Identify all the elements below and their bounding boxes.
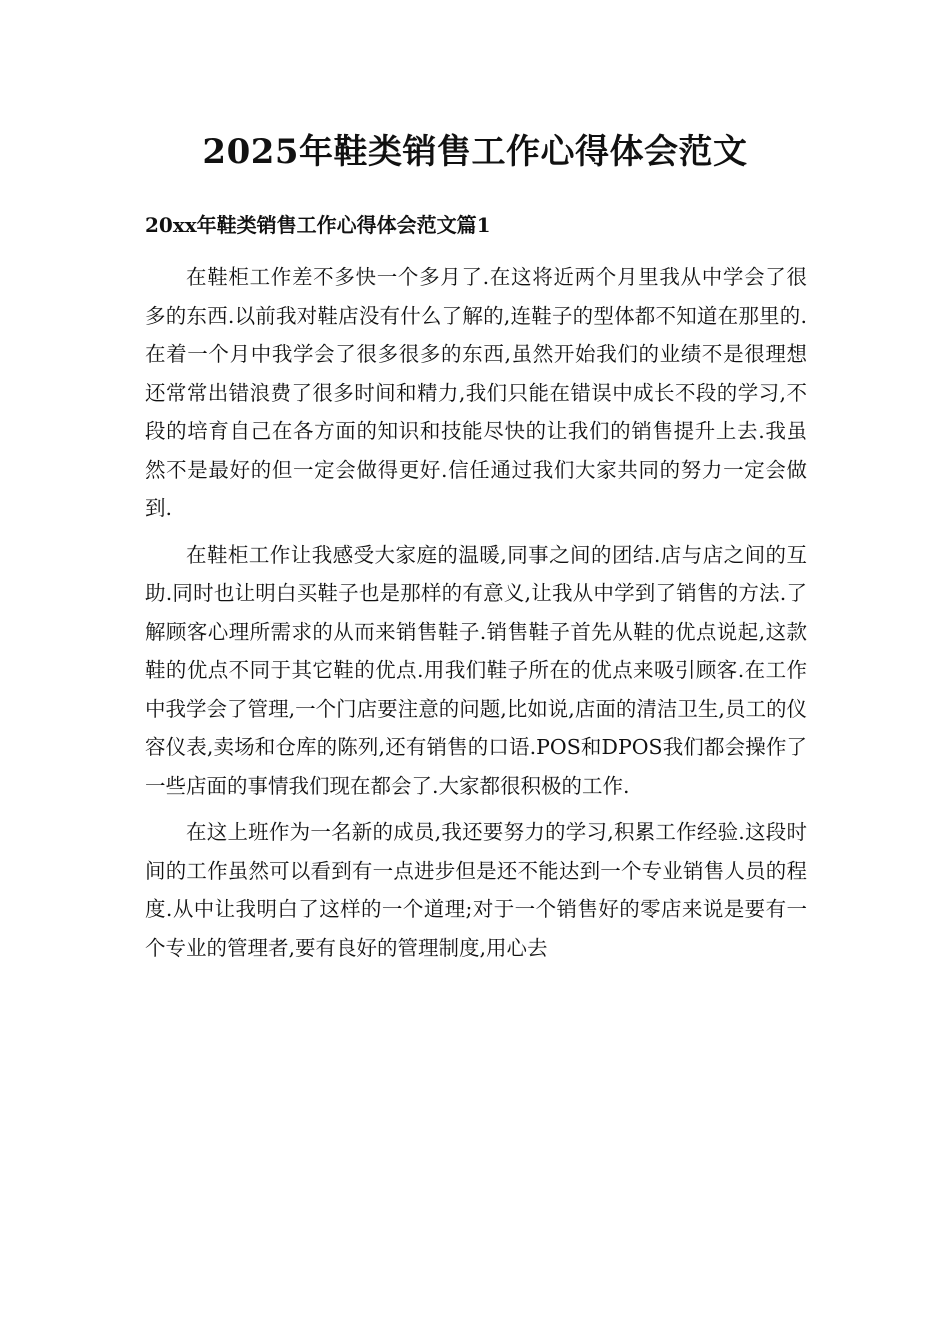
paragraph-1: 在鞋柜工作差不多快一个多月了.在这将近两个月里我从中学会了很多的东西.以前我对鞋店没有什么了解的,连鞋子的型体都不知道在那里的.在着一个月中我学会了很多很多的东西,虽然开始我们的业绩不是很理想还常常出错浪费了很多时间和精力,我们只能在错误中成长不段的学习,不段的培育自己在各方面的知识和技能尽快的让我们的销售提升上去.我虽然不是最好的但一定会做得更好.信任通过我们大家共同的努力一定会做到. [145,265,807,520]
paragraph-2: 在鞋柜工作让我感受大家庭的温暖,同事之间的团结.店与店之间的互助.同时也让明白买鞋子也是那样的有意义,让我从中学到了销售的方法.了解顾客心理所需求的从而来销售鞋子.销售鞋子首先从鞋的优点说起,这款鞋的优点不同于其它鞋的优点.用我们鞋子所在的优点来吸引顾客.在工作中我学会了管理,一个门店要注意的问题,比如说,店面的清洁卫生,员工的仪容仪表,卖场和仓库的陈列,还有销售的口语.POS和DPOS我们都会操作了一些店面的事情我们现在都会了.大家都很积极的工作. [145,542,807,798]
section-heading: 20xx年鞋类销售工作心得体会范文篇1 [145,213,491,237]
body-text [145,258,807,967]
paragraph-3: 在这上班作为一名新的成员,我还要努力的学习,积累工作经验.这段时间的工作虽然可以看到有一点进步但是还不能达到一个专业销售人员的程度.从中让我明白了这样的一个道理;对于一个销售好的零店来说是要有一个专业的管理者,要有良好的管理制度,用心去 [145,820,807,960]
document-title: 2025年鞋类销售工作心得体会范文 [202,132,748,172]
